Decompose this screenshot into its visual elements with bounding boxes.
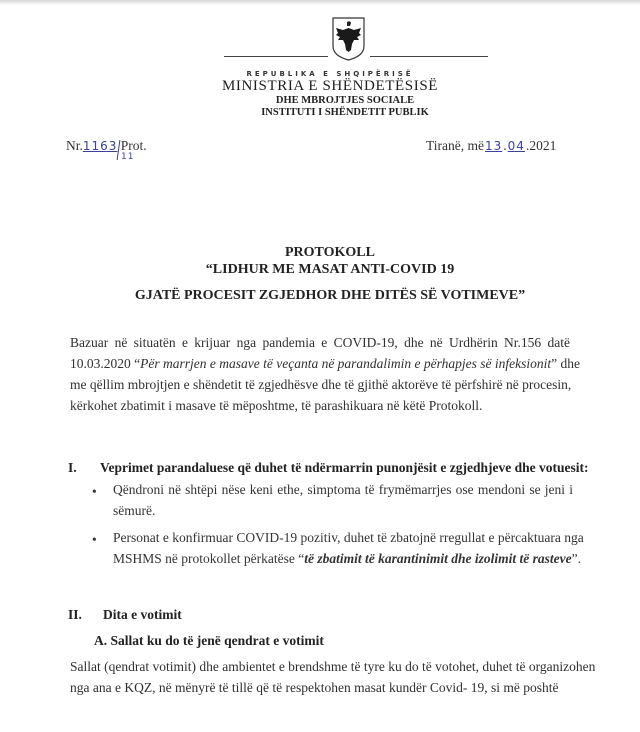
document-title: PROTOKOLL xyxy=(285,245,375,260)
bullet-2-line-2 xyxy=(113,548,581,569)
section-1-number: I. xyxy=(68,460,77,475)
handwritten-sub-number: 11 xyxy=(121,152,135,162)
nr-prefix: Nr. xyxy=(66,138,83,153)
protocol-title-bold-italic: të zbatimit të karantinimit dhe izolimit të rasteve xyxy=(304,551,572,566)
date-year: .2021 xyxy=(525,138,557,153)
republic-name: REPUBLIKA E SHQIPËRISË xyxy=(246,70,414,78)
handwritten-number: 1163 xyxy=(82,139,118,153)
subsection-a-heading: A. Sallat ku do të jenë qendrat e votimit xyxy=(94,633,324,648)
handwritten-month: 04 xyxy=(507,139,525,153)
ministry-name: MINISTRIA E SHËNDETËSISË xyxy=(221,78,439,94)
bullet-item-2 xyxy=(113,527,584,569)
date-separator: . xyxy=(503,138,507,153)
bullet-2-line-1: Personat e konfirmuar COVID-19 pozitiv, duhet të zbatojnë rregullat e përcaktuara nga xyxy=(113,530,584,545)
bullet-item-1 xyxy=(113,479,573,521)
albanian-eagle-emblem-icon xyxy=(331,16,366,62)
bullet-1-line-2: sëmurë. xyxy=(113,503,156,518)
intro-line-2 xyxy=(70,353,581,374)
page-top-shadow xyxy=(0,0,640,5)
handwritten-day: 13 xyxy=(485,139,503,153)
intro-line-2-start: 10.03.2020 “ xyxy=(70,356,141,371)
header-rule-right xyxy=(370,56,488,57)
document-subtitle-line1: “LIDHUR ME MASAT ANTI-COVID 19 xyxy=(205,262,455,277)
bullet-2-line-2-start: MSHMS në protokollet përkatëse “ xyxy=(113,551,305,566)
bullet-icon: • xyxy=(92,484,97,499)
section-2-paragraph xyxy=(70,656,596,698)
intro-line-2-end: ” dhe xyxy=(551,356,581,371)
intro-line-4: kërkohet zbatimit i masave të mëposhtme, të parashikuara në këtë Protokoll. xyxy=(70,398,483,413)
bullet-icon: • xyxy=(92,532,97,547)
nr-suffix: Prot. xyxy=(120,138,147,153)
section-2-number: II. xyxy=(68,607,82,622)
order-title-italic: Për marrjen e masave të veçanta në parandalimin e përhapjes së infeksionit xyxy=(140,356,552,371)
protocol-number xyxy=(66,138,147,154)
intro-paragraph xyxy=(70,332,581,416)
date-prefix: Tiranë, më xyxy=(426,138,484,153)
section-1-heading: Veprimet parandaluese që duhet të ndërmarrin punonjësit e zgjedhjeve dhe votuesit: xyxy=(100,460,589,475)
document-date xyxy=(426,138,556,154)
ministry-subtitle: DHE MBROJTJES SOCIALE xyxy=(275,95,415,106)
bullet-1-line-1: Qëndroni në shtëpi nëse keni ethe, simptoma të frymëmarrjes ose mendoni se jeni i xyxy=(113,482,573,497)
intro-line-1: Bazuar në situatën e krijuar nga pandemia e COVID-19, dhe në Urdhërin Nr.156 datë xyxy=(70,335,570,350)
intro-line-3: me qëllim mbrojtjen e shëndetit të zgjedhësve dhe të gjithë aktorëve të përfshirë në procesin, xyxy=(70,377,572,392)
document-subtitle-line2: GJATË PROCESIT ZGJEDHOR DHE DITËS SË VOTIMEVE” xyxy=(134,288,526,303)
section-2-line-1: Sallat (qendrat votimit) dhe ambientet e brendshme të tyre ku do të votohet, duhet të organizohen xyxy=(70,659,596,674)
bullet-2-line-2-end: ”. xyxy=(571,551,581,566)
header-rule-left xyxy=(224,56,328,57)
section-2-line-2: nga ana e KQZ, në mënyrë të tillë që të respektohen masat kundër Covid- 19, si më poshtë xyxy=(70,680,559,695)
institute-name: INSTITUTI I SHËNDETIT PUBLIK xyxy=(261,107,429,118)
section-2-heading: Dita e votimit xyxy=(103,607,182,622)
